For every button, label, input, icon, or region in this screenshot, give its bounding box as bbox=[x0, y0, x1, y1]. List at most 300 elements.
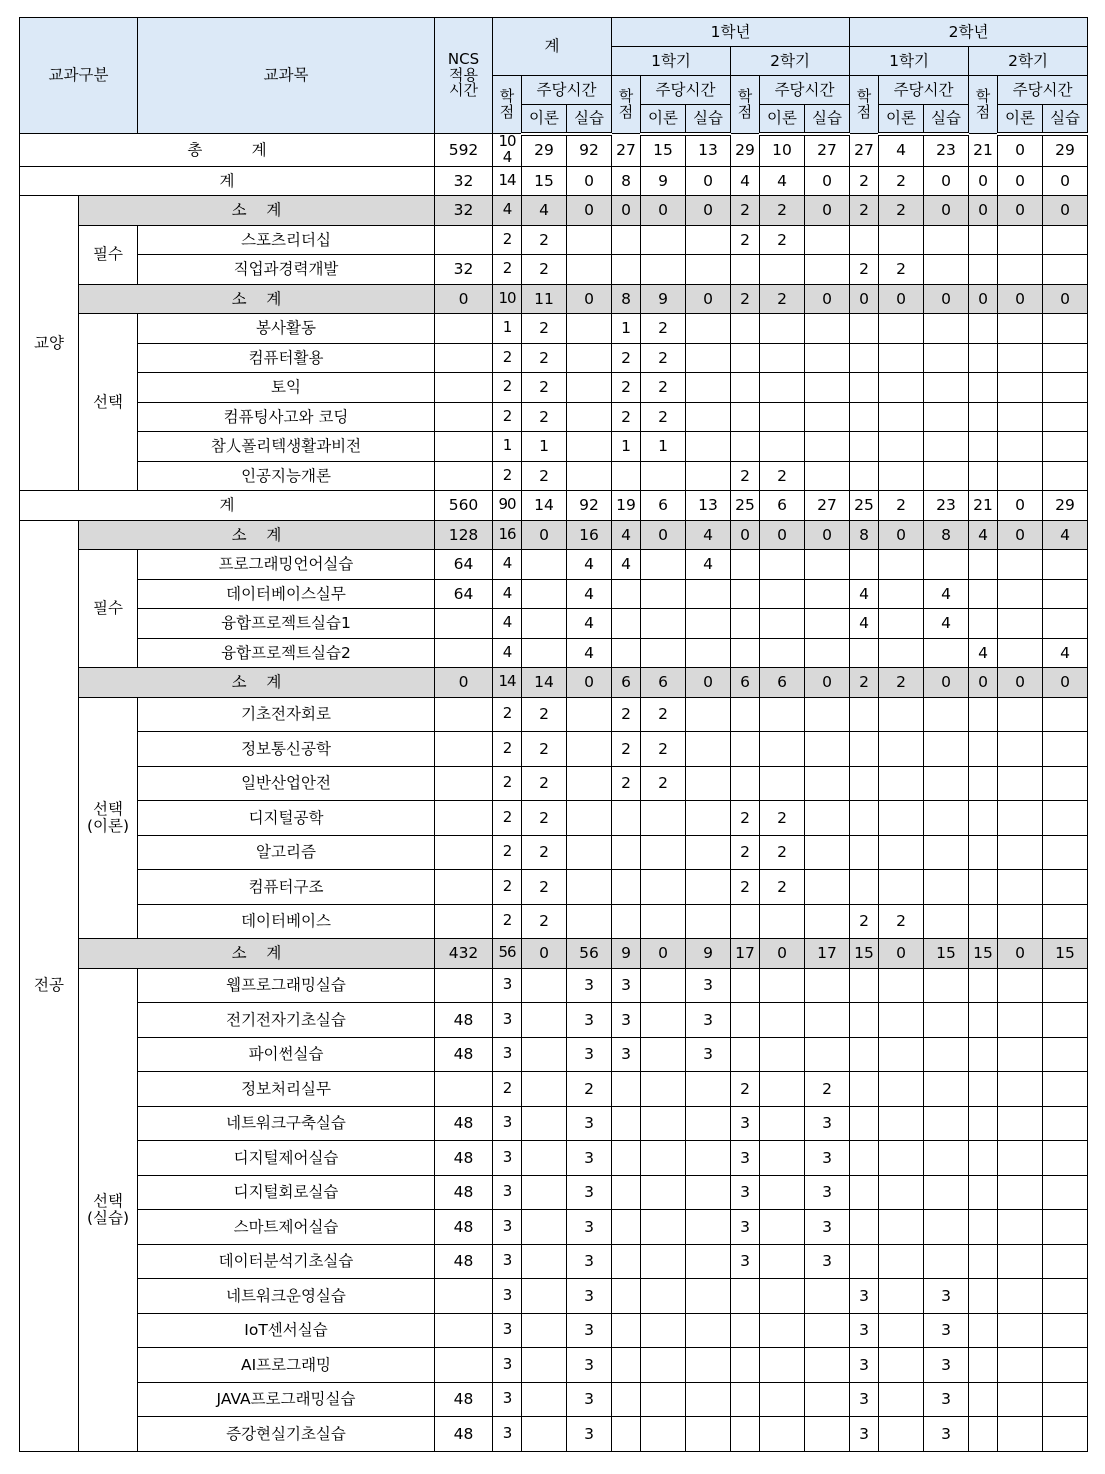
value-cell: 2 bbox=[522, 732, 567, 767]
subject-name: 스마트제어실습 bbox=[138, 1210, 435, 1245]
value-cell bbox=[641, 609, 686, 639]
value-cell bbox=[1043, 1279, 1088, 1314]
y1-s1-theory-header: 이론 bbox=[641, 105, 686, 134]
value-cell bbox=[686, 461, 731, 491]
liberal-subtotal-row bbox=[20, 284, 1088, 314]
value-cell bbox=[641, 1382, 686, 1417]
value-cell bbox=[686, 225, 731, 255]
value-cell: 6 bbox=[760, 491, 805, 521]
value-cell: 3 bbox=[850, 1313, 879, 1348]
table-row bbox=[20, 255, 1088, 285]
value-cell bbox=[435, 732, 493, 767]
table-row bbox=[20, 870, 1088, 905]
value-cell: 3 bbox=[493, 1106, 522, 1141]
value-cell bbox=[879, 1037, 924, 1072]
value-cell: 3 bbox=[731, 1244, 760, 1279]
value-cell bbox=[805, 1348, 850, 1383]
value-cell: 3 bbox=[493, 1175, 522, 1210]
value-cell: 0 bbox=[998, 668, 1043, 698]
table-row bbox=[20, 835, 1088, 870]
value-cell: 4 bbox=[1043, 520, 1088, 550]
value-cell bbox=[435, 835, 493, 870]
value-cell bbox=[969, 343, 998, 373]
value-cell: 3 bbox=[612, 968, 641, 1003]
value-cell bbox=[998, 1003, 1043, 1038]
value-cell bbox=[850, 766, 879, 801]
value-cell bbox=[612, 255, 641, 285]
y1-s1-credit-header bbox=[612, 76, 641, 134]
value-cell: 2 bbox=[731, 284, 760, 314]
value-cell bbox=[522, 1210, 567, 1245]
value-cell bbox=[998, 968, 1043, 1003]
value-cell: 3 bbox=[924, 1279, 969, 1314]
value-cell bbox=[924, 255, 969, 285]
value-cell: 56 bbox=[493, 939, 522, 969]
value-cell bbox=[567, 402, 612, 432]
value-cell bbox=[641, 255, 686, 285]
value-cell bbox=[1043, 1003, 1088, 1038]
value-cell bbox=[998, 373, 1043, 403]
value-cell: 2 bbox=[522, 835, 567, 870]
value-cell: 2 bbox=[522, 766, 567, 801]
value-cell bbox=[435, 1348, 493, 1383]
value-cell bbox=[924, 904, 969, 939]
value-cell bbox=[1043, 766, 1088, 801]
value-cell: 3 bbox=[567, 1382, 612, 1417]
value-cell bbox=[998, 801, 1043, 836]
value-cell bbox=[731, 1313, 760, 1348]
value-cell bbox=[850, 1003, 879, 1038]
value-cell bbox=[850, 1106, 879, 1141]
table-row bbox=[20, 1106, 1088, 1141]
value-cell bbox=[879, 1003, 924, 1038]
value-cell: 0 bbox=[686, 668, 731, 698]
y1-s1-credit-header-text: 학 점 bbox=[618, 86, 634, 121]
value-cell bbox=[760, 1244, 805, 1279]
value-cell bbox=[612, 461, 641, 491]
liberal-total-row bbox=[20, 166, 1088, 196]
value-cell bbox=[641, 1141, 686, 1176]
value-cell bbox=[1043, 461, 1088, 491]
value-cell: 2 bbox=[522, 255, 567, 285]
value-cell bbox=[1043, 1244, 1088, 1279]
value-cell bbox=[1043, 732, 1088, 767]
value-cell bbox=[641, 638, 686, 668]
table-row bbox=[20, 432, 1088, 462]
value-cell: 0 bbox=[435, 668, 493, 698]
value-cell: 3 bbox=[493, 968, 522, 1003]
group-label-text: 선택 (이론) bbox=[86, 800, 130, 835]
value-cell: 3 bbox=[493, 1417, 522, 1452]
value-cell: 13 bbox=[686, 491, 731, 521]
value-cell bbox=[998, 609, 1043, 639]
category-header: 교과구분 bbox=[20, 18, 138, 134]
value-cell bbox=[1043, 697, 1088, 732]
value-cell: 4 bbox=[493, 579, 522, 609]
value-cell bbox=[1043, 1417, 1088, 1452]
value-cell: 0 bbox=[850, 284, 879, 314]
value-cell bbox=[567, 255, 612, 285]
value-cell bbox=[969, 1003, 998, 1038]
value-cell: 3 bbox=[493, 1037, 522, 1072]
value-cell: 2 bbox=[522, 904, 567, 939]
value-cell bbox=[998, 1072, 1043, 1107]
value-cell bbox=[435, 461, 493, 491]
value-cell: 4 bbox=[731, 166, 760, 196]
table-row bbox=[20, 461, 1088, 491]
value-cell: 8 bbox=[924, 520, 969, 550]
value-cell bbox=[686, 314, 731, 344]
value-cell bbox=[998, 835, 1043, 870]
value-cell bbox=[969, 1210, 998, 1245]
y1-s1-practice-header: 실습 bbox=[686, 105, 731, 134]
value-cell bbox=[686, 1106, 731, 1141]
value-cell: 16 bbox=[567, 520, 612, 550]
subject-header: 교과목 bbox=[138, 18, 435, 134]
value-cell bbox=[924, 638, 969, 668]
value-cell: 2 bbox=[522, 870, 567, 905]
value-cell: 4 bbox=[493, 196, 522, 226]
value-cell bbox=[522, 609, 567, 639]
value-cell: 2 bbox=[522, 225, 567, 255]
value-cell bbox=[686, 1313, 731, 1348]
value-cell bbox=[969, 373, 998, 403]
total-credit-header-text: 학 점 bbox=[499, 86, 515, 121]
value-cell: 0 bbox=[998, 134, 1043, 167]
value-cell: 0 bbox=[522, 939, 567, 969]
value-cell: 2 bbox=[850, 196, 879, 226]
value-cell bbox=[879, 638, 924, 668]
value-cell bbox=[760, 1003, 805, 1038]
subject-name: 융합프로젝트실습1 bbox=[138, 609, 435, 639]
value-cell bbox=[567, 697, 612, 732]
subject-name: 컴퓨터구조 bbox=[138, 870, 435, 905]
value-cell bbox=[998, 579, 1043, 609]
value-cell: 3 bbox=[567, 1313, 612, 1348]
y1-s2-practice-header: 실습 bbox=[805, 105, 850, 134]
value-cell: 3 bbox=[567, 968, 612, 1003]
y2-s1-header: 1학기 bbox=[850, 47, 969, 76]
value-cell bbox=[612, 904, 641, 939]
value-cell bbox=[760, 1037, 805, 1072]
value-cell bbox=[879, 550, 924, 580]
value-cell bbox=[924, 870, 969, 905]
value-cell: 0 bbox=[567, 668, 612, 698]
value-cell: 6 bbox=[641, 668, 686, 698]
value-cell bbox=[1043, 373, 1088, 403]
value-cell: 3 bbox=[567, 1279, 612, 1314]
value-cell bbox=[850, 835, 879, 870]
value-cell bbox=[731, 255, 760, 285]
y2-s1-practice-header: 실습 bbox=[924, 105, 969, 134]
value-cell bbox=[1043, 968, 1088, 1003]
value-cell bbox=[760, 1210, 805, 1245]
value-cell: 2 bbox=[731, 225, 760, 255]
value-cell bbox=[1043, 1106, 1088, 1141]
value-cell bbox=[998, 1279, 1043, 1314]
value-cell bbox=[969, 1175, 998, 1210]
value-cell: 3 bbox=[850, 1279, 879, 1314]
value-cell bbox=[805, 1313, 850, 1348]
value-cell: 2 bbox=[760, 801, 805, 836]
value-cell bbox=[612, 1417, 641, 1452]
value-cell: 2 bbox=[879, 255, 924, 285]
value-cell: 2 bbox=[493, 1072, 522, 1107]
value-cell: 2 bbox=[731, 870, 760, 905]
subject-name: 웹프로그래밍실습 bbox=[138, 968, 435, 1003]
value-cell bbox=[612, 801, 641, 836]
value-cell: 0 bbox=[879, 939, 924, 969]
value-cell bbox=[805, 432, 850, 462]
subject-name: 네트워크구축실습 bbox=[138, 1106, 435, 1141]
value-cell bbox=[998, 1037, 1043, 1072]
subject-name: 전기전자기초실습 bbox=[138, 1003, 435, 1038]
value-cell bbox=[760, 904, 805, 939]
value-cell bbox=[879, 1072, 924, 1107]
value-cell bbox=[612, 1175, 641, 1210]
value-cell bbox=[567, 343, 612, 373]
value-cell bbox=[969, 609, 998, 639]
value-cell: 4 bbox=[924, 609, 969, 639]
value-cell bbox=[879, 1382, 924, 1417]
value-cell: 4 bbox=[760, 166, 805, 196]
value-cell bbox=[1043, 402, 1088, 432]
value-cell: 1 bbox=[641, 432, 686, 462]
value-cell: 92 bbox=[567, 134, 612, 167]
value-cell bbox=[1043, 255, 1088, 285]
group-label bbox=[79, 968, 138, 1451]
major-section-label: 전공 bbox=[20, 520, 79, 1451]
value-cell bbox=[805, 1279, 850, 1314]
value-cell: 64 bbox=[435, 550, 493, 580]
value-cell bbox=[641, 1037, 686, 1072]
value-cell bbox=[998, 1313, 1043, 1348]
value-cell bbox=[686, 697, 731, 732]
value-cell: 0 bbox=[522, 520, 567, 550]
value-cell: 8 bbox=[612, 166, 641, 196]
value-cell bbox=[522, 1072, 567, 1107]
value-cell: 4 bbox=[924, 579, 969, 609]
value-cell bbox=[879, 579, 924, 609]
major-total-label: 계 bbox=[20, 491, 435, 521]
value-cell: 432 bbox=[435, 939, 493, 969]
value-cell: 2 bbox=[522, 314, 567, 344]
value-cell: 2 bbox=[522, 402, 567, 432]
value-cell: 9 bbox=[686, 939, 731, 969]
value-cell: 4 bbox=[686, 520, 731, 550]
value-cell bbox=[969, 255, 998, 285]
value-cell bbox=[522, 1175, 567, 1210]
value-cell: 2 bbox=[493, 697, 522, 732]
value-cell bbox=[641, 1313, 686, 1348]
value-cell bbox=[731, 638, 760, 668]
value-cell: 2 bbox=[731, 801, 760, 836]
value-cell: 0 bbox=[998, 196, 1043, 226]
subject-name: 디지털제어실습 bbox=[138, 1141, 435, 1176]
value-cell bbox=[879, 1279, 924, 1314]
subject-name: 일반산업안전 bbox=[138, 766, 435, 801]
value-cell: 2 bbox=[493, 402, 522, 432]
value-cell bbox=[435, 402, 493, 432]
y1-s1-weekly-header: 주당시간 bbox=[641, 76, 731, 105]
value-cell bbox=[760, 1348, 805, 1383]
value-cell: 0 bbox=[998, 284, 1043, 314]
value-cell bbox=[850, 432, 879, 462]
value-cell bbox=[879, 766, 924, 801]
value-cell bbox=[969, 1072, 998, 1107]
value-cell bbox=[998, 1175, 1043, 1210]
value-cell: 0 bbox=[924, 668, 969, 698]
value-cell bbox=[969, 766, 998, 801]
value-cell bbox=[760, 1382, 805, 1417]
table-row bbox=[20, 550, 1088, 580]
value-cell bbox=[760, 432, 805, 462]
value-cell bbox=[641, 461, 686, 491]
value-cell bbox=[805, 870, 850, 905]
value-cell bbox=[998, 766, 1043, 801]
value-cell bbox=[924, 1106, 969, 1141]
value-cell bbox=[805, 766, 850, 801]
value-cell bbox=[731, 314, 760, 344]
value-cell bbox=[1043, 1313, 1088, 1348]
value-cell bbox=[760, 1106, 805, 1141]
y2-s1-theory-header: 이론 bbox=[879, 105, 924, 134]
value-cell: 2 bbox=[641, 343, 686, 373]
value-cell: 2 bbox=[493, 225, 522, 255]
value-cell bbox=[805, 609, 850, 639]
subject-name: 직업과경력개발 bbox=[138, 255, 435, 285]
value-cell bbox=[641, 904, 686, 939]
value-cell bbox=[612, 1279, 641, 1314]
value-cell bbox=[435, 870, 493, 905]
value-cell bbox=[641, 1417, 686, 1452]
value-cell bbox=[805, 579, 850, 609]
value-cell: 0 bbox=[567, 166, 612, 196]
value-cell: 4 bbox=[612, 520, 641, 550]
value-cell: 27 bbox=[805, 134, 850, 167]
value-cell: 21 bbox=[969, 491, 998, 521]
value-cell: 9 bbox=[641, 284, 686, 314]
value-cell bbox=[686, 801, 731, 836]
value-cell bbox=[805, 314, 850, 344]
value-cell bbox=[1043, 225, 1088, 255]
value-cell bbox=[850, 402, 879, 432]
value-cell bbox=[522, 1003, 567, 1038]
value-cell bbox=[924, 1175, 969, 1210]
value-cell: 2 bbox=[760, 225, 805, 255]
value-cell bbox=[998, 225, 1043, 255]
total-header: 계 bbox=[493, 18, 612, 76]
value-cell bbox=[567, 904, 612, 939]
table-row bbox=[20, 1348, 1088, 1383]
group-label-text: 선택 bbox=[93, 392, 123, 411]
value-cell: 2 bbox=[879, 668, 924, 698]
group-label bbox=[79, 225, 138, 284]
value-cell: 3 bbox=[805, 1175, 850, 1210]
value-cell bbox=[686, 1244, 731, 1279]
value-cell: 25 bbox=[850, 491, 879, 521]
value-cell bbox=[612, 1348, 641, 1383]
value-cell bbox=[686, 1348, 731, 1383]
value-cell bbox=[969, 314, 998, 344]
value-cell: 0 bbox=[924, 166, 969, 196]
table-header bbox=[20, 18, 1088, 134]
value-cell bbox=[1043, 1072, 1088, 1107]
subject-name: 데이터분석기초실습 bbox=[138, 1244, 435, 1279]
value-cell bbox=[805, 638, 850, 668]
subtotal-label: 소 계 bbox=[79, 196, 435, 226]
value-cell bbox=[1043, 432, 1088, 462]
value-cell: 0 bbox=[969, 196, 998, 226]
group-label bbox=[79, 314, 138, 491]
subtotal-label: 소 계 bbox=[79, 668, 435, 698]
value-cell bbox=[522, 1348, 567, 1383]
value-cell bbox=[760, 579, 805, 609]
value-cell bbox=[850, 550, 879, 580]
value-cell: 48 bbox=[435, 1037, 493, 1072]
value-cell bbox=[879, 968, 924, 1003]
value-cell bbox=[760, 1141, 805, 1176]
value-cell bbox=[731, 1279, 760, 1314]
value-cell bbox=[435, 1279, 493, 1314]
value-cell bbox=[998, 343, 1043, 373]
value-cell bbox=[879, 343, 924, 373]
group-label-text: 선택 (실습) bbox=[86, 1192, 130, 1227]
value-cell bbox=[998, 1106, 1043, 1141]
value-cell bbox=[1043, 314, 1088, 344]
subtotal-label: 소 계 bbox=[79, 520, 435, 550]
value-cell: 2 bbox=[805, 1072, 850, 1107]
value-cell bbox=[567, 732, 612, 767]
value-cell bbox=[522, 968, 567, 1003]
value-cell bbox=[522, 1382, 567, 1417]
y1-s2-header: 2학기 bbox=[731, 47, 850, 76]
grand-total-row bbox=[20, 134, 1088, 167]
value-cell: 2 bbox=[760, 835, 805, 870]
value-cell bbox=[760, 609, 805, 639]
subject-name: 데이터베이스 bbox=[138, 904, 435, 939]
value-cell bbox=[731, 904, 760, 939]
value-cell bbox=[998, 550, 1043, 580]
value-cell bbox=[998, 904, 1043, 939]
value-cell bbox=[805, 343, 850, 373]
value-cell bbox=[879, 1210, 924, 1245]
value-cell bbox=[522, 550, 567, 580]
subject-name: 디지털공학 bbox=[138, 801, 435, 836]
subject-name: 융합프로젝트실습2 bbox=[138, 638, 435, 668]
value-cell: 0 bbox=[805, 284, 850, 314]
y1-s2-theory-header: 이론 bbox=[760, 105, 805, 134]
value-cell bbox=[969, 1348, 998, 1383]
value-cell: 3 bbox=[612, 1037, 641, 1072]
value-cell bbox=[805, 225, 850, 255]
subject-name: 봉사활동 bbox=[138, 314, 435, 344]
value-cell bbox=[567, 835, 612, 870]
value-cell bbox=[850, 343, 879, 373]
value-cell bbox=[969, 461, 998, 491]
value-cell: 560 bbox=[435, 491, 493, 521]
value-cell: 3 bbox=[805, 1106, 850, 1141]
value-cell: 4 bbox=[493, 609, 522, 639]
value-cell: 32 bbox=[435, 255, 493, 285]
subject-name: 데이터베이스실무 bbox=[138, 579, 435, 609]
value-cell bbox=[850, 373, 879, 403]
value-cell bbox=[924, 550, 969, 580]
value-cell bbox=[998, 255, 1043, 285]
value-cell: 2 bbox=[612, 732, 641, 767]
value-cell: 592 bbox=[435, 134, 493, 167]
value-cell bbox=[435, 766, 493, 801]
